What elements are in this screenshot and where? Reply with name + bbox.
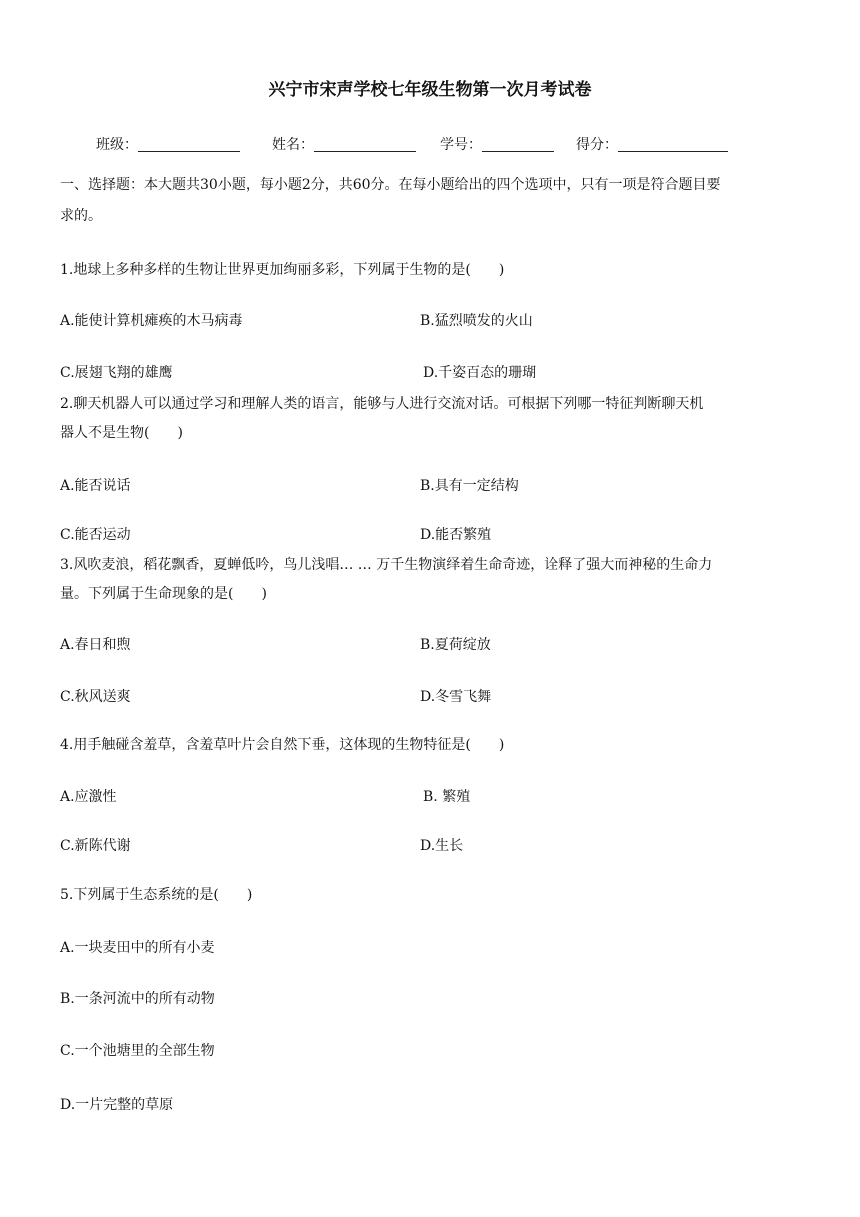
class-field bbox=[96, 135, 240, 155]
question-4-option-b: B. 繁殖 bbox=[423, 789, 471, 805]
question-1-option-d: D.千姿百态的珊瑚 bbox=[423, 365, 537, 381]
question-5-option-c: C.一个池塘里的全部生物 bbox=[60, 1043, 215, 1059]
name-field bbox=[272, 135, 416, 155]
question-3-option-c: C.秋风送爽 bbox=[60, 689, 131, 705]
question-1-option-a: A.能使计算机瘫痪的木马病毒 bbox=[60, 313, 243, 329]
question-5-option-a: A.一块麦田中的所有小麦 bbox=[60, 940, 215, 956]
question-3-stem-line1: 3.风吹麦浪，稻花飘香，夏蝉低吟，鸟儿浅唱… … 万千生物演绎着生命奇迹，诠释了强大而神秘的生命力 bbox=[60, 557, 713, 573]
class-blank bbox=[138, 135, 240, 152]
score-blank bbox=[618, 135, 728, 152]
number-blank bbox=[482, 135, 554, 152]
question-2-option-a: A.能否说话 bbox=[60, 478, 131, 494]
score-label: 得分： bbox=[576, 137, 618, 153]
question-2-option-c: C.能否运动 bbox=[60, 527, 131, 543]
question-2-option-b: B.具有一定结构 bbox=[420, 478, 519, 494]
question-4-option-a: A.应激性 bbox=[60, 789, 117, 805]
section-heading-line1: 一、选择题：本大题共30小题，每小题2分，共60分。在每小题给出的四个选项中，只有一项是符合题目要 bbox=[60, 177, 721, 193]
question-3-stem-line2: 量。下列属于生命现象的是( ) bbox=[60, 586, 267, 602]
question-2-stem-line2: 器人不是生物( ) bbox=[60, 425, 183, 441]
question-3-option-d: D.冬雪飞舞 bbox=[420, 689, 492, 705]
question-5-option-d: D.一片完整的草原 bbox=[60, 1097, 174, 1113]
question-3-option-b: B.夏荷绽放 bbox=[420, 637, 491, 653]
question-3-option-a: A.春日和煦 bbox=[60, 637, 131, 653]
question-2-stem-line1: 2.聊天机器人可以通过学习和理解人类的语言，能够与人进行交流对话。可根据下列哪一特征判断聊天机 bbox=[60, 396, 704, 412]
name-blank bbox=[314, 135, 416, 152]
question-5-stem: 5.下列属于生态系统的是( ) bbox=[60, 887, 253, 903]
question-1-option-b: B.猛烈喷发的火山 bbox=[420, 313, 533, 329]
exam-title: 兴宁市宋声学校七年级生物第一次月考试卷 bbox=[268, 80, 592, 100]
question-5-option-b: B.一条河流中的所有动物 bbox=[60, 991, 215, 1007]
question-4-option-d: D.生长 bbox=[420, 838, 464, 854]
question-2-option-d: D.能否繁殖 bbox=[420, 527, 492, 543]
question-4-option-c: C.新陈代谢 bbox=[60, 838, 131, 854]
question-1-option-c: C.展翅飞翔的雄鹰 bbox=[60, 365, 173, 381]
number-label: 学号： bbox=[440, 137, 482, 153]
number-field bbox=[440, 135, 554, 155]
question-4-stem: 4.用手触碰含羞草，含羞草叶片会自然下垂，这体现的生物特征是( ) bbox=[60, 737, 505, 753]
name-label: 姓名： bbox=[272, 137, 314, 153]
section-heading-line2: 求的。 bbox=[60, 208, 102, 224]
question-1-stem: 1.地球上多种多样的生物让世界更加绚丽多彩，下列属于生物的是( ) bbox=[60, 262, 505, 278]
class-label: 班级： bbox=[96, 137, 138, 153]
score-field bbox=[576, 135, 728, 155]
